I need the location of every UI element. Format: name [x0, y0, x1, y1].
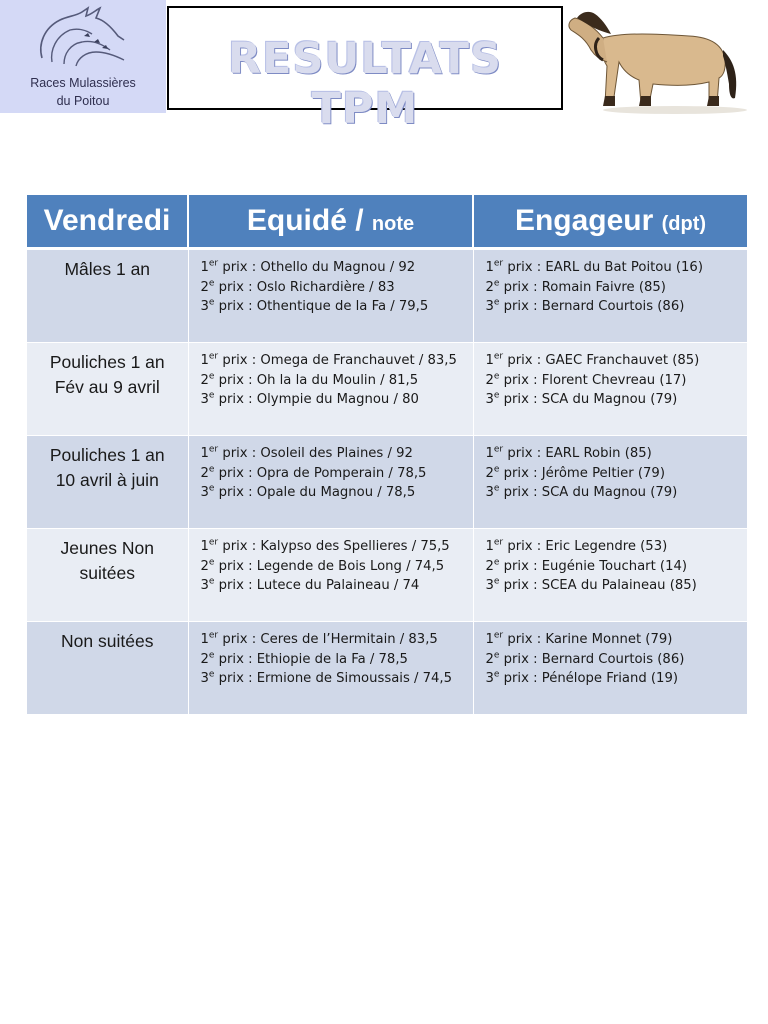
- prize-rank-suffix: e: [208, 390, 215, 401]
- prize-rank-suffix: e: [208, 297, 215, 308]
- equide-prize-line: [201, 390, 473, 410]
- prize-text: prix : Opra de Pomperain / 78,5: [214, 465, 427, 481]
- table-row: [27, 249, 747, 343]
- prize-rank-suffix: e: [493, 371, 500, 382]
- equide-prize-line: [201, 297, 473, 317]
- equide-prize-line: [201, 537, 473, 557]
- prize-text: prix : Karine Monnet (79): [503, 632, 673, 647]
- category-cell: [27, 622, 188, 715]
- equide-cell: [188, 249, 473, 343]
- prize-rank-suffix: er: [493, 444, 504, 455]
- prize-rank-suffix: er: [493, 630, 504, 641]
- prize-text: prix : Florent Chevreau (17): [499, 372, 687, 388]
- prize-text: prix : Ceres de l’Hermitain / 83,5: [218, 632, 438, 647]
- prize-text: prix : Oh la la du Moulin / 81,5: [214, 372, 419, 388]
- prize-text: prix : Olympie du Magnou / 80: [214, 392, 419, 407]
- engageur-cell: [473, 343, 747, 436]
- table-row: [27, 622, 747, 715]
- engageur-prize-line: [486, 351, 748, 371]
- header-day: Vendredi: [27, 195, 188, 249]
- mule-horse-head-logo-icon: [30, 6, 130, 74]
- engageur-cell: [473, 529, 747, 622]
- engageur-prize-line: [486, 537, 748, 557]
- prize-text: prix : EARL Robin (85): [503, 446, 652, 461]
- prize-rank-suffix: e: [493, 557, 500, 568]
- engageur-prize-line: [486, 390, 748, 410]
- prize-rank-suffix: e: [208, 483, 215, 494]
- header-engageur-dpt: Engageur (dpt): [473, 195, 747, 249]
- category-label: suitées: [79, 563, 135, 583]
- equide-cell: [188, 436, 473, 529]
- engageur-prize-line: [486, 297, 748, 317]
- prize-rank: 1: [485, 539, 494, 554]
- table-header-row: [27, 195, 747, 249]
- prize-text: prix : Oslo Richardière / 83: [214, 279, 395, 295]
- engageur-cell: [473, 249, 747, 343]
- table-row: [27, 436, 747, 529]
- prize-rank-suffix: e: [208, 576, 215, 587]
- prize-text: prix : Bernard Courtois (86): [499, 299, 685, 314]
- prize-text: prix : Othello du Magnou / 92: [218, 260, 416, 275]
- equide-cell: [188, 622, 473, 715]
- prize-rank: 2: [200, 558, 209, 574]
- equide-prize-line: [201, 483, 473, 503]
- prize-rank: 2: [200, 279, 209, 295]
- category-label: 10 avril à juin: [55, 470, 159, 490]
- equide-prize-line: [201, 650, 473, 670]
- equide-prize-line: [201, 351, 473, 371]
- prize-text: prix : Romain Faivre (85): [499, 279, 666, 295]
- prize-rank-suffix: er: [493, 351, 504, 362]
- prize-rank-suffix: er: [493, 537, 504, 548]
- category-cell: [27, 249, 188, 343]
- engageur-prize-line: [486, 464, 748, 484]
- prize-rank: 1: [485, 260, 494, 275]
- engageur-prize-line: [486, 371, 748, 391]
- engageur-prize-line: [486, 258, 748, 278]
- prize-text: prix : Lutece du Palaineau / 74: [214, 578, 420, 593]
- prize-rank: 3: [200, 299, 209, 314]
- category-label: Pouliches 1 an: [49, 445, 165, 465]
- draft-horse-illustration-icon: [563, 4, 753, 116]
- prize-text: prix : Omega de Franchauvet / 83,5: [218, 353, 457, 368]
- prize-rank-suffix: er: [493, 258, 504, 269]
- prize-rank: 2: [200, 372, 209, 388]
- category-label: Jeunes Non: [60, 538, 154, 558]
- equide-prize-line: [201, 557, 473, 577]
- table-row: [27, 343, 747, 436]
- category-label: Non suitées: [61, 631, 154, 651]
- equide-prize-line: [201, 371, 473, 391]
- prize-rank: 1: [200, 539, 209, 554]
- prize-rank-suffix: e: [493, 464, 500, 475]
- prize-text: prix : Eric Legendre (53): [503, 539, 668, 554]
- prize-rank-suffix: er: [208, 351, 219, 362]
- engageur-prize-line: [486, 483, 748, 503]
- prize-rank: 3: [485, 485, 494, 500]
- prize-text: prix : SCA du Magnou (79): [499, 485, 678, 500]
- prize-text: prix : EARL du Bat Poitou (16): [503, 260, 703, 275]
- prize-rank: 1: [485, 446, 494, 461]
- engageur-prize-line: [486, 444, 748, 464]
- equide-cell: [188, 529, 473, 622]
- logo-text-line2: du Poitou: [56, 94, 110, 108]
- prize-text: prix : SCA du Magnou (79): [499, 392, 678, 407]
- prize-rank-suffix: e: [493, 297, 500, 308]
- title-banner: [167, 6, 563, 134]
- prize-rank: 1: [200, 446, 209, 461]
- prize-text: prix : GAEC Franchauvet (85): [503, 353, 700, 368]
- prize-text: prix : Jérôme Peltier (79): [499, 465, 665, 481]
- equide-prize-line: [201, 464, 473, 484]
- prize-rank: 3: [200, 578, 209, 593]
- prize-rank: 3: [485, 671, 494, 686]
- engageur-cell: [473, 436, 747, 529]
- prize-rank-suffix: e: [208, 464, 215, 475]
- equide-prize-line: [201, 630, 473, 650]
- prize-rank: 2: [485, 558, 494, 574]
- prize-rank: 2: [200, 465, 209, 481]
- prize-rank-suffix: er: [208, 537, 219, 548]
- prize-rank: 2: [485, 279, 494, 295]
- prize-text: prix : Pénélope Friand (19): [499, 671, 678, 686]
- category-label: Fév au 9 avril: [54, 377, 160, 397]
- prize-rank-suffix: e: [493, 390, 500, 401]
- prize-text: prix : Eugénie Touchart (14): [499, 558, 688, 574]
- page-title: RESULTATS TPM: [228, 34, 502, 134]
- prize-text: prix : Kalypso des Spellieres / 75,5: [218, 539, 450, 554]
- equide-cell: [188, 343, 473, 436]
- prize-text: prix : Osoleil des Plaines / 92: [218, 446, 413, 461]
- equide-prize-line: [201, 444, 473, 464]
- table-row: [27, 529, 747, 622]
- engageur-prize-line: [486, 557, 748, 577]
- prize-rank-suffix: e: [493, 278, 500, 289]
- association-logo: [0, 0, 166, 113]
- prize-rank-suffix: e: [208, 669, 215, 680]
- prize-rank: 2: [485, 372, 494, 388]
- logo-text-line1: Races Mulassières: [30, 76, 136, 90]
- prize-rank-suffix: er: [208, 258, 219, 269]
- prize-rank: 2: [200, 651, 209, 667]
- prize-rank: 3: [200, 671, 209, 686]
- prize-rank: 1: [200, 260, 209, 275]
- prize-text: prix : Ethiopie de la Fa / 78,5: [214, 651, 408, 667]
- prize-rank: 3: [485, 392, 494, 407]
- prize-text: prix : Bernard Courtois (86): [499, 651, 685, 667]
- equide-prize-line: [201, 258, 473, 278]
- prize-rank-suffix: e: [208, 278, 215, 289]
- prize-rank: 1: [200, 632, 209, 647]
- prize-rank-suffix: e: [208, 650, 215, 661]
- prize-rank-suffix: e: [208, 371, 215, 382]
- prize-rank: 3: [485, 299, 494, 314]
- category-cell: [27, 436, 188, 529]
- prize-rank: 2: [485, 651, 494, 667]
- prize-text: prix : Ermione de Simoussais / 74,5: [214, 671, 453, 686]
- prize-rank: 3: [200, 392, 209, 407]
- category-cell: [27, 343, 188, 436]
- prize-rank-suffix: e: [493, 650, 500, 661]
- prize-rank-suffix: e: [493, 669, 500, 680]
- results-table: [27, 195, 747, 715]
- prize-text: prix : Opale du Magnou / 78,5: [214, 485, 416, 500]
- prize-rank: 3: [200, 485, 209, 500]
- prize-rank-suffix: e: [208, 557, 215, 568]
- engageur-prize-line: [486, 576, 748, 596]
- equide-prize-line: [201, 669, 473, 689]
- engageur-prize-line: [486, 650, 748, 670]
- prize-rank: 1: [485, 353, 494, 368]
- engageur-prize-line: [486, 278, 748, 298]
- prize-rank: 1: [200, 353, 209, 368]
- prize-rank: 3: [485, 578, 494, 593]
- category-label: Mâles 1 an: [64, 259, 151, 279]
- prize-rank-suffix: e: [493, 483, 500, 494]
- equide-prize-line: [201, 576, 473, 596]
- prize-text: prix : SCEA du Palaineau (85): [499, 578, 697, 593]
- prize-text: prix : Othentique de la Fa / 79,5: [214, 299, 429, 314]
- equide-prize-line: [201, 278, 473, 298]
- prize-rank-suffix: e: [493, 576, 500, 587]
- prize-text: prix : Legende de Bois Long / 74,5: [214, 558, 445, 574]
- prize-rank-suffix: er: [208, 630, 219, 641]
- header-equide-note: Equidé / note: [188, 195, 473, 249]
- engageur-cell: [473, 622, 747, 715]
- engageur-prize-line: [486, 630, 748, 650]
- prize-rank-suffix: er: [208, 444, 219, 455]
- category-label: Pouliches 1 an: [49, 352, 165, 372]
- prize-rank: 2: [485, 465, 494, 481]
- engageur-prize-line: [486, 669, 748, 689]
- category-cell: [27, 529, 188, 622]
- prize-rank: 1: [485, 632, 494, 647]
